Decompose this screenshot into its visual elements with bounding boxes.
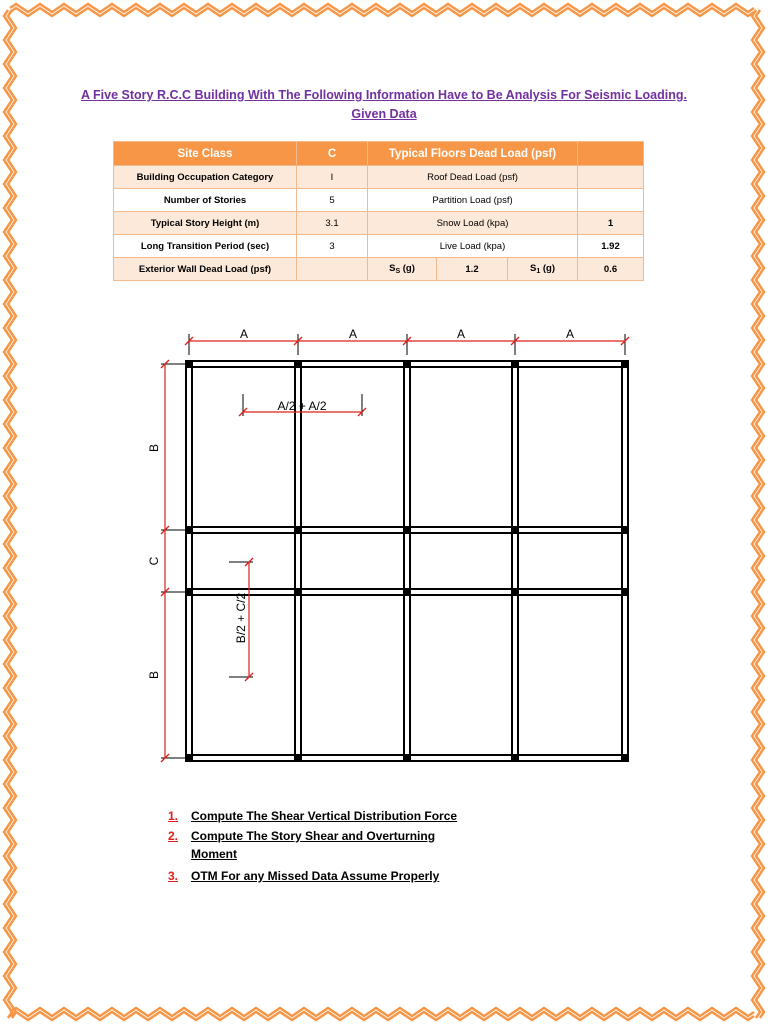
row-item-value: 1.92 [578, 235, 644, 258]
row-item-value [578, 166, 644, 189]
row-label: Typical Story Height (m) [114, 212, 297, 235]
task-text: Compute The Shear Vertical Distribution Force [191, 809, 458, 823]
row-item: Snow Load (kpa) [368, 212, 578, 235]
table-row [114, 166, 644, 189]
ss-value: 1.2 [437, 258, 508, 281]
row-item-value [578, 189, 644, 212]
row-value: 5 [297, 189, 368, 212]
task-text: Compute The Story Shear and Overturning Moment [191, 829, 436, 861]
column [621, 360, 629, 368]
page-title: A Five Story R.C.C Building With The Following Information Have to Be Analysis For Seismic Loading. [81, 88, 687, 102]
row-label: Number of Stories [114, 189, 297, 212]
s1-unit: (g) [542, 263, 556, 274]
bay-label: A [565, 327, 575, 341]
dimension-lines [161, 334, 629, 762]
column [294, 360, 302, 368]
task-number: 3. [168, 869, 179, 883]
column [511, 360, 519, 368]
row-item: Live Load (kpa) [368, 235, 578, 258]
s1-symbol: S [529, 263, 537, 274]
column [403, 526, 411, 534]
column [511, 588, 519, 596]
row-value: 3 [297, 235, 368, 258]
header-typical-floors-dead-load: Typical Floors Dead Load (psf) [368, 142, 578, 166]
row-label: Long Transition Period (sec) [114, 235, 297, 258]
ss-symbol: S [389, 263, 396, 274]
table-row [114, 235, 644, 258]
table-row [114, 258, 644, 281]
row-value: I [297, 166, 368, 189]
row-item-value: 1 [578, 212, 644, 235]
ss-subscript: S [395, 268, 401, 275]
column [294, 588, 302, 596]
column [294, 526, 302, 534]
s1-subscript: 1 [536, 268, 541, 275]
ss-label [368, 258, 437, 281]
header-typical-floors-dead-load-value [578, 142, 644, 166]
column [621, 526, 629, 534]
header-site-class-value: C [297, 142, 368, 166]
floor-plan-diagram [130, 325, 650, 775]
page-subtitle: Given Data [351, 107, 417, 121]
bay-label: A [456, 327, 466, 341]
row-value: 3.1 [297, 212, 368, 235]
s1-label [508, 258, 578, 281]
column [621, 754, 629, 762]
row-label: B [147, 443, 161, 453]
task-list [168, 807, 461, 887]
row-value [297, 258, 368, 281]
column [403, 360, 411, 368]
given-data-table [113, 141, 644, 281]
row-label: Building Occupation Category [114, 166, 297, 189]
table-header-row [114, 142, 644, 166]
bay-label: A [239, 327, 249, 341]
row-item: Partition Load (psf) [368, 189, 578, 212]
table-row [114, 212, 644, 235]
column [621, 588, 629, 596]
s1-value: 0.6 [578, 258, 644, 281]
ss-unit: (g) [402, 263, 415, 274]
bay-label: A [348, 327, 358, 341]
table-row [114, 189, 644, 212]
dim-vertical-label: B/2 + C/2 [234, 592, 248, 644]
column [511, 526, 519, 534]
task-number: 1. [168, 809, 179, 823]
column [294, 754, 302, 762]
row-label: C [147, 556, 161, 566]
row-label: Exterior Wall Dead Load (psf) [114, 258, 297, 281]
task-item [168, 867, 461, 885]
task-item [168, 827, 461, 863]
structural-grid [185, 360, 629, 762]
row-label: B [147, 670, 161, 680]
column [511, 754, 519, 762]
column [403, 754, 411, 762]
task-text: OTM For any Missed Data Assume Properly [191, 869, 440, 883]
task-item [168, 807, 461, 825]
header-site-class: Site Class [114, 142, 297, 166]
row-item: Roof Dead Load (psf) [368, 166, 578, 189]
column [403, 588, 411, 596]
task-number: 2. [168, 829, 179, 843]
dim-horizontal-label: A/2 + A/2 [277, 399, 327, 413]
